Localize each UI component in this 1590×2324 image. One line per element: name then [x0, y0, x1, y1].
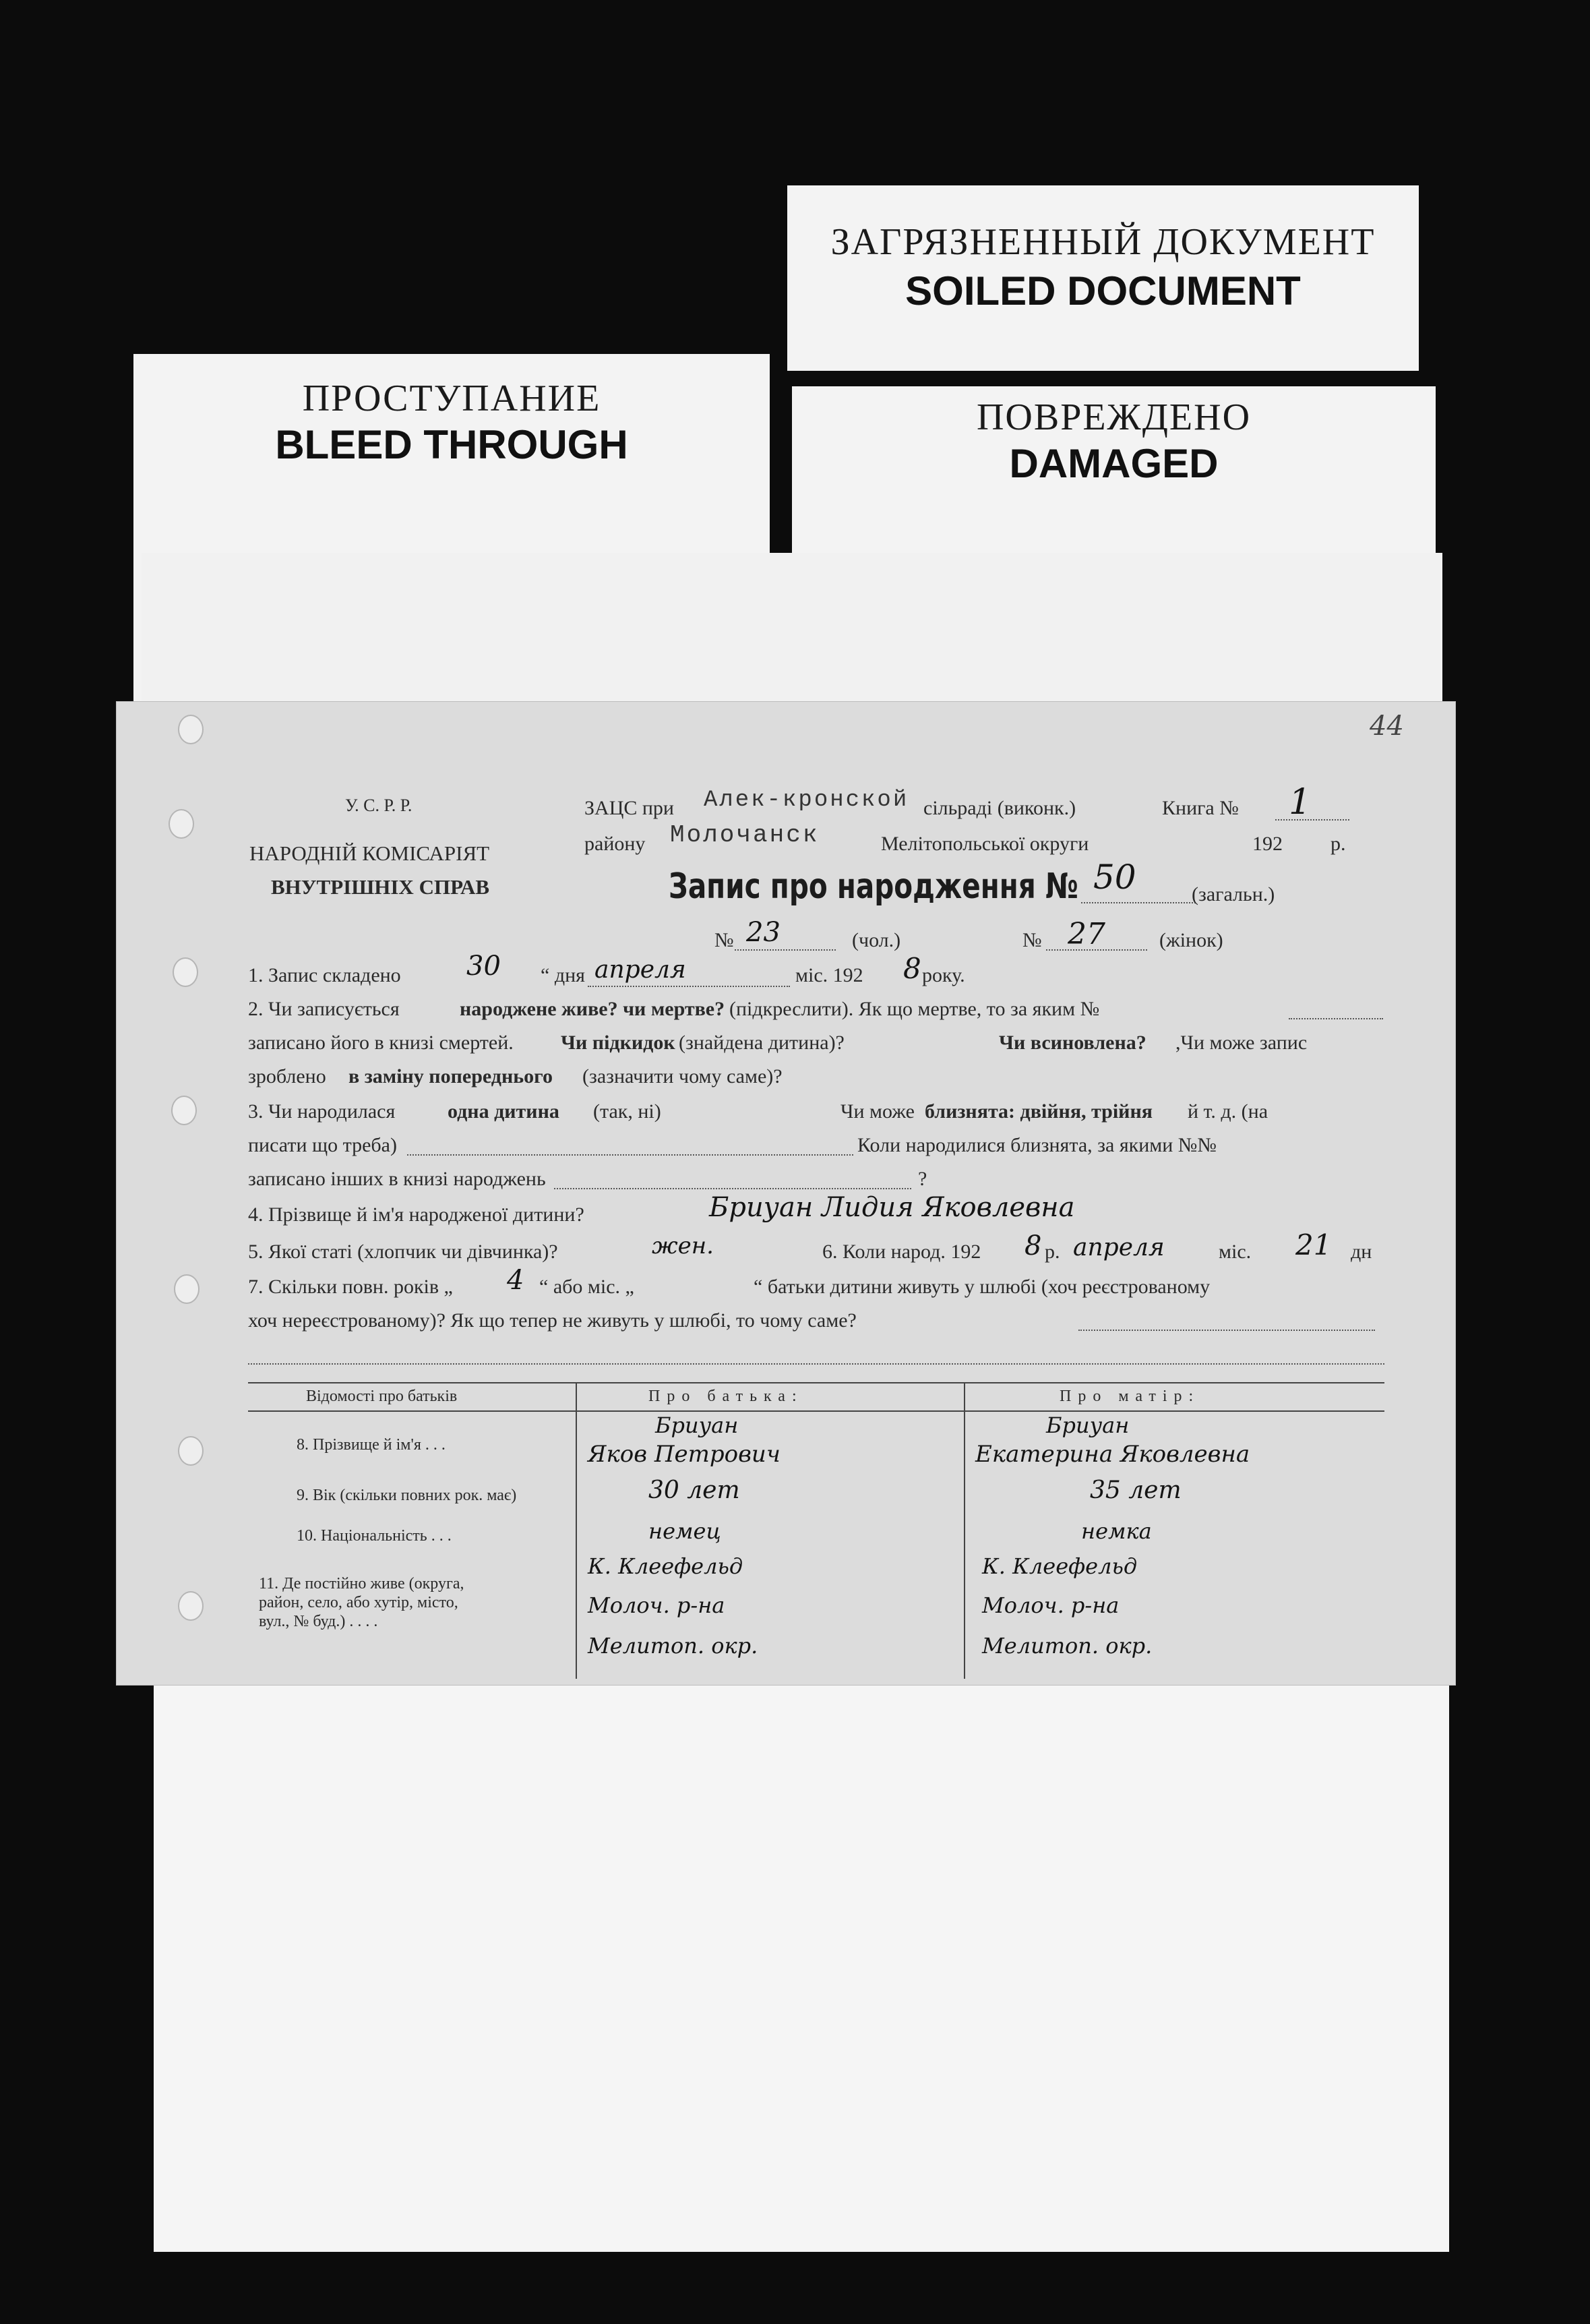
internal-affairs-label: ВНУТРІШНІХ СПРАВ — [271, 875, 490, 899]
punch-hole — [174, 1274, 200, 1304]
damaged-card — [792, 386, 1436, 560]
punch-hole — [171, 1096, 197, 1125]
punch-hole — [173, 957, 198, 987]
zags-prefix: ЗАЦС при — [584, 797, 674, 819]
table-header-border — [248, 1410, 1384, 1412]
line6-suffix: Коли народилися близнята, за якими №№ — [857, 1134, 1217, 1156]
record-number-dots — [1081, 902, 1196, 903]
male-number-dots — [735, 949, 836, 951]
soiled-ru-label: ЗАГРЯЗНЕННЫЙ ДОКУМЕНТ — [830, 221, 1376, 263]
lower-backing-sheet — [154, 1679, 1449, 2252]
table-header-father: Про батька: — [648, 1388, 803, 1405]
birth-month: апреля — [1073, 1234, 1165, 1261]
female-number: 27 — [1068, 917, 1105, 951]
row-label-nationality: 10. Національність . . . — [297, 1527, 452, 1545]
line10-months-label: “ або міс. „ — [539, 1276, 634, 1298]
district-suffix: Мелітопольської округи — [881, 833, 1089, 855]
council-stamp: Алек-кронской — [704, 787, 909, 813]
table-divider-1 — [576, 1382, 577, 1679]
district-stamp: Молочанск — [670, 821, 820, 849]
mother-address-2: Молоч. р-на — [982, 1592, 1120, 1618]
father-address-2: Молоч. р-на — [588, 1592, 725, 1618]
line10-suffix: “ батьки дитини живуть у шлюбі (хоч реєстрованому — [754, 1276, 1211, 1298]
line2-suffix: (підкреслити). Як що мертве, то за яким № — [729, 998, 1100, 1020]
row-label-name: 8. Прізвище й ім'я . . . — [297, 1436, 446, 1454]
line9-birth-label: 6. Коли народ. 192 — [822, 1241, 981, 1263]
mother-nationality: немка — [1081, 1518, 1152, 1544]
birth-record-form — [116, 701, 1456, 1686]
line11-dots — [1078, 1330, 1375, 1331]
month-dots — [588, 986, 790, 987]
line4-text: зроблено — [248, 1065, 326, 1087]
district-year-suffix: р. — [1331, 833, 1346, 855]
record-title: Запис про народження № — [669, 866, 1078, 907]
record-day: 30 — [466, 951, 501, 982]
line8-text: 4. Прізвище й ім'я народженої дитини? — [248, 1203, 584, 1226]
line3-found: (знайдена дитина)? — [679, 1032, 845, 1054]
district-prefix: району — [584, 833, 646, 855]
table-header-info: Відомості про батьків — [306, 1388, 458, 1405]
line10-text: 7. Скільки повн. років „ — [248, 1276, 453, 1298]
male-number-prefix: № — [714, 929, 734, 951]
record-year-digit: 8 — [903, 952, 921, 985]
line5-suffix: й т. д. (на — [1188, 1100, 1268, 1123]
bleed-en-label: BLEED THROUGH — [275, 422, 628, 467]
child-sex: жен. — [652, 1232, 714, 1259]
line5-maybe: Чи може — [840, 1100, 915, 1123]
line1-day-label: “ дня — [541, 964, 585, 986]
father-nationality: немец — [648, 1518, 721, 1544]
blank-line-dots — [248, 1363, 1384, 1365]
mother-address-3: Мелитоп. окр. — [982, 1633, 1153, 1659]
line2-alive-dead: народжене живе? чи мертве? — [460, 998, 725, 1020]
line4-suffix: (зазначити чому саме)? — [582, 1065, 783, 1087]
district-year: 192 — [1252, 833, 1283, 855]
line1-month-label: міс. 192 — [795, 964, 863, 986]
line4-replacement: в заміну попереднього — [348, 1065, 553, 1087]
line7-text: записано інших в книзі народжень — [248, 1168, 546, 1190]
punch-hole — [178, 715, 204, 744]
record-month: апреля — [594, 956, 686, 984]
line5-twins: близнята: двійня, трійня — [925, 1100, 1153, 1123]
female-label: (жінок) — [1159, 929, 1223, 951]
line5-text: 3. Чи народилася — [248, 1100, 396, 1123]
birth-day: 21 — [1295, 1228, 1332, 1261]
record-number: 50 — [1093, 858, 1136, 897]
punch-hole — [169, 809, 194, 839]
line11-text: хоч нереєстрованому)? Як що тепер не живуть у шлюбі, то чому саме? — [248, 1309, 857, 1332]
table-top-border — [248, 1382, 1384, 1383]
ussr-label: У. С. Р. Р. — [345, 796, 412, 815]
line6-text: писати що треба) — [248, 1134, 397, 1156]
father-address-1: К. Клеефельд — [588, 1553, 743, 1579]
row-label-address-3: вул., № буд.) . . . . — [259, 1613, 378, 1630]
line7-suffix: ? — [918, 1168, 927, 1190]
damaged-en-label: DAMAGED — [1009, 441, 1219, 486]
line9-month-label: міс. — [1219, 1241, 1252, 1263]
line3-text: записано його в книзі смертей. — [248, 1032, 514, 1054]
father-age: 30 лет — [648, 1477, 740, 1504]
line3-foundling: Чи підкидок — [561, 1032, 675, 1054]
mother-surname: Бриуан — [1046, 1412, 1130, 1438]
birth-year-digit: 8 — [1025, 1230, 1042, 1261]
zags-suffix: сільраді (виконк.) — [923, 797, 1076, 819]
damaged-ru-label: ПОВРЕЖДЕНО — [976, 396, 1252, 438]
female-number-prefix: № — [1022, 929, 1042, 951]
line9-year-label: р. — [1045, 1241, 1060, 1263]
row-label-age: 9. Вік (скільки повних рок. має) — [297, 1487, 517, 1504]
line3-adopted: Чи всиновлена? — [999, 1032, 1146, 1054]
line2-text: 2. Чи записується — [248, 998, 400, 1020]
book-dots — [1275, 819, 1349, 821]
line3-suffix: ,Чи може запис — [1175, 1032, 1308, 1054]
line5-yes-no: (так, ні) — [593, 1100, 661, 1123]
female-number-dots — [1046, 949, 1147, 951]
bleed-ru-label: ПРОСТУПАНИЕ — [302, 378, 601, 419]
soiled-document-card — [787, 185, 1419, 371]
mother-name: Екатерина Яковлевна — [975, 1441, 1250, 1468]
row-label-address-1: 11. Де постійно живе (округа, — [259, 1575, 464, 1592]
commissariat-label: НАРОДНІЙ КОМІСАРІЯТ — [249, 841, 490, 865]
book-label: Книга № — [1162, 797, 1239, 819]
general-label: (загальн.) — [1192, 883, 1275, 905]
child-name: Бриуан Лидия Яковлевна — [709, 1192, 1075, 1223]
father-address-3: Мелитоп. окр. — [588, 1633, 758, 1659]
mother-address-1: К. Клеефельд — [982, 1553, 1138, 1579]
punch-hole — [178, 1436, 204, 1466]
marriage-years: 4 — [507, 1265, 524, 1296]
mother-age: 35 лет — [1090, 1477, 1182, 1504]
male-label: (чол.) — [852, 929, 901, 951]
line5-single: одна дитина — [448, 1100, 559, 1123]
line1-text: 1. Запис складено — [248, 964, 401, 986]
table-divider-2 — [964, 1382, 965, 1679]
line2-dots — [1289, 1018, 1383, 1019]
male-number: 23 — [746, 917, 781, 948]
line9-text: 5. Якої статі (хлопчик чи дівчинка)? — [248, 1241, 558, 1263]
father-name: Яков Петрович — [588, 1441, 781, 1468]
punch-hole — [178, 1591, 204, 1621]
line9-day-label: дн — [1351, 1241, 1372, 1263]
line1-year-label: року. — [922, 964, 965, 986]
line6-dots — [407, 1154, 853, 1156]
line7-dots — [554, 1188, 911, 1189]
row-label-address-2: район, село, або хутір, місто, — [259, 1594, 458, 1611]
father-surname: Бриуан — [655, 1412, 739, 1438]
soiled-en-label: SOILED DOCUMENT — [905, 268, 1301, 314]
table-header-mother: Про матір: — [1060, 1388, 1200, 1405]
page-number: 44 — [1370, 711, 1404, 742]
book-number: 1 — [1289, 782, 1312, 823]
